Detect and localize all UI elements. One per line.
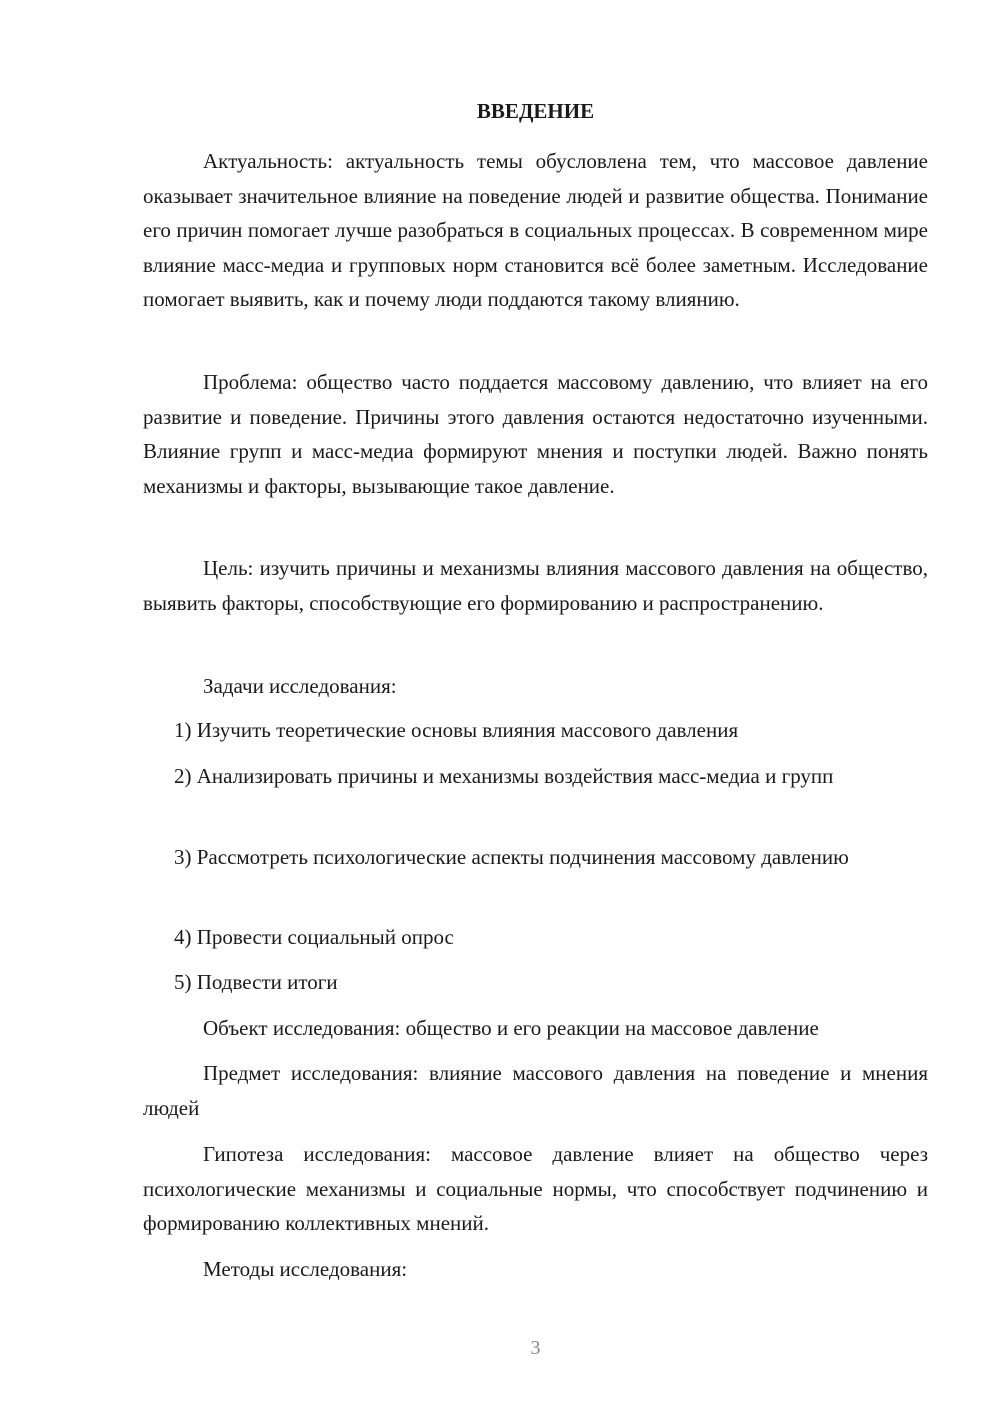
- page-number: 3: [530, 1337, 541, 1359]
- task-item-3: 3) Рассмотреть психологические аспекты подчинения массовому давлению: [174, 845, 849, 869]
- task-item-1: 1) Изучить теоретические основы влияния массового давления: [174, 718, 739, 742]
- relevance-paragraph: Актуальность: актуальность темы обусловлена тем, что массовое давление оказывает значительное влияние на поведение людей и развитие общества. Понимание его причин помогает лучше разобраться в социальных процессах. В современном мире влияние масс-медиа и групповых норм становится всё более заметным. Исследование помогает выявить, как и почему люди поддаются такому влиянию.: [143, 149, 928, 312]
- goal-paragraph: Цель: изучить причины и механизмы влияния массового давления на общество, выявить факторы, способствующие его формированию и распространению.: [143, 556, 928, 615]
- object-paragraph: Объект исследования: общество и его реакции на массовое давление: [203, 1016, 819, 1040]
- task-item-4: 4) Провести социальный опрос: [174, 925, 454, 949]
- document-page: [143, 0, 928, 1414]
- section-title: ВВЕДЕНИЕ: [476, 99, 595, 123]
- task-item-5: 5) Подвести итоги: [174, 970, 338, 994]
- task-item-2: 2) Анализировать причины и механизмы воздействия масс-медиа и групп: [174, 764, 834, 788]
- tasks-heading: Задачи исследования:: [203, 674, 397, 698]
- subject-paragraph: Предмет исследования: влияние массового давления на поведение и мнения людей: [143, 1061, 928, 1120]
- methods-heading: Методы исследования:: [203, 1257, 408, 1281]
- hypothesis-paragraph: Гипотеза исследования: массовое давление влияет на общество через психологические механизмы и социальные нормы, что способствует подчинению и формированию коллективных мнений.: [143, 1142, 928, 1236]
- problem-paragraph: Проблема: общество часто поддается массовому давлению, что влияет на его развитие и поведение. Причины этого давления остаются недостаточно изученными. Влияние групп и масс-медиа формируют мнения и поступки людей. Важно понять механизмы и факторы, вызывающие такое давление.: [143, 370, 928, 498]
